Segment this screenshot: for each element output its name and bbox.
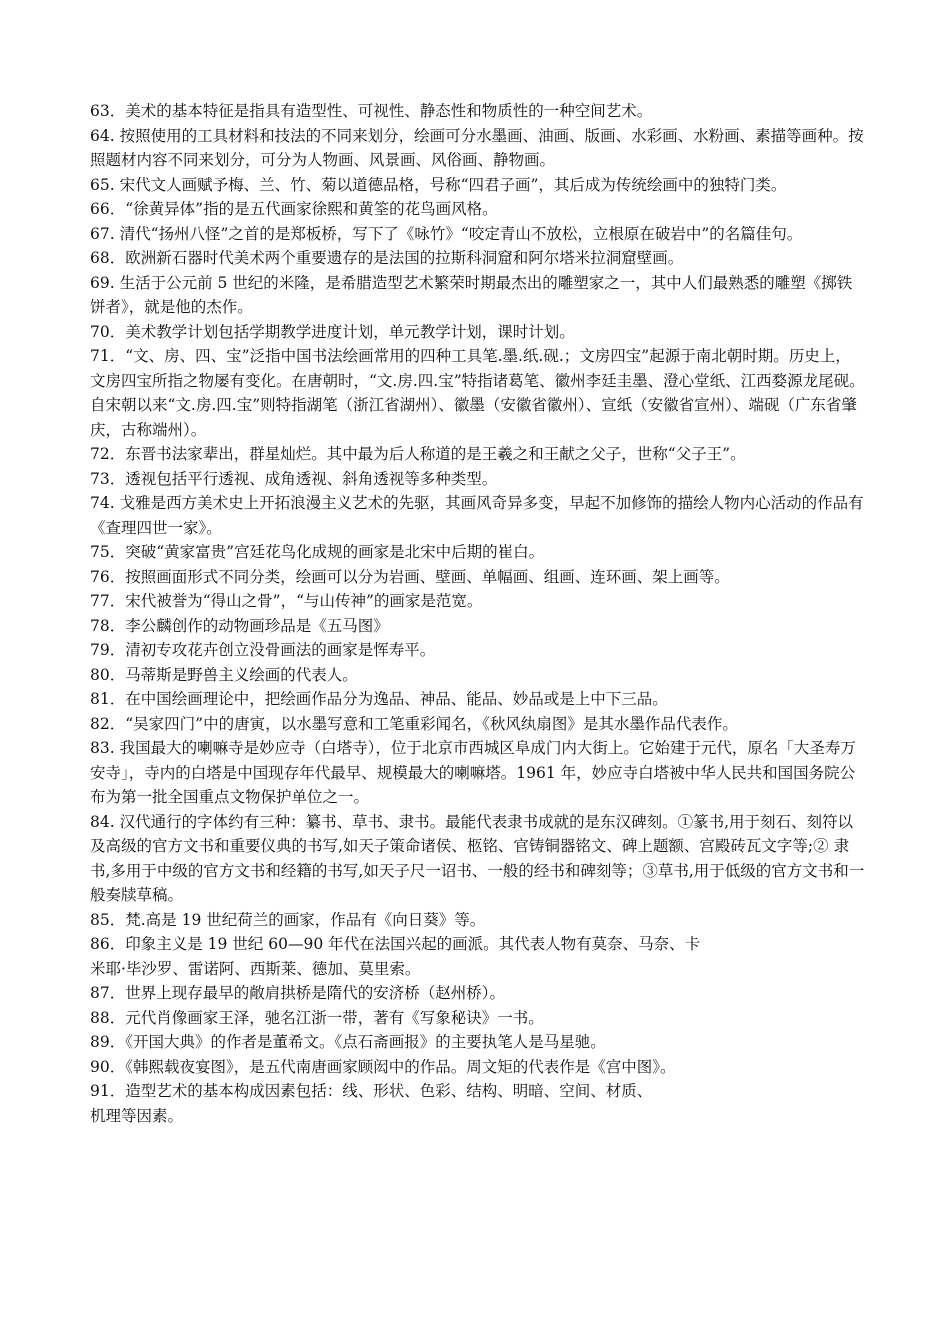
list-item-89: 89．《开国大典》的作者是董希文。《点石斋画报》的主要执笔人是马星驰。 (90, 1033, 606, 1051)
list-item-64: 64. 按照使用的工具材料和技法的不同来划分，绘画可分水墨画、油画、版画、水彩画、水粉画、素描等画种。按照题材内容不同来划分，可分为人物画、风景画、风俗画、静物画。 (90, 126, 864, 169)
list-item-81: 81．在中国绘画理论中，把绘画作品分为逸品、神品、能品、妙品或是上中下三品。 (90, 690, 668, 708)
list-item-90: 90．《韩熙载夜宴图》，是五代南唐画家顾闳中的作品。周文矩的代表作是《宫中图》。 (90, 1057, 676, 1076)
list-item-72: 72．东晋书法家辈出，群星灿烂。其中最为后人称道的是王羲之和王献之父子，世称“父子王”。 (90, 445, 746, 463)
list-item-91: 91．造型艺术的基本构成因素包括：线、形状、色彩、结构、明暗、空间、材质、 (90, 1082, 653, 1100)
list-item-65: 65. 宋代文人画赋予梅、兰、竹、菊以道德品格，号称“四君子画”，其后成为传统绘画中的独特门类。 (90, 175, 787, 194)
list-item-69: 69. 生活于公元前 5 世纪的米隆，是希腊造型艺术繁荣时期最杰出的雕塑家之一，其中人们最熟悉的雕塑《掷铁饼者》，就是他的杰作。 (90, 273, 853, 316)
list-item-74: 74. 戈雅是西方美术史上开拓浪漫主义艺术的先驱，其画风奇异多变，早起不加修饰的描绘人物内心活动的作品有《查理四世一家》。 (90, 494, 864, 537)
list-item-85: 85．梵.高是 19 世纪荷兰的画家，作品有《向日葵》等。 (90, 910, 486, 929)
list-item-82: 82．“吴家四门”中的唐寅，以水墨写意和工笔重彩闻名，《秋风纨扇图》是其水墨作品代表作。 (90, 714, 738, 733)
list-item-76: 76．按照画面形式不同分类，绘画可以分为岩画、壁画、单幅画、组画、连环画、架上画等。 (90, 567, 730, 586)
list-item-80: 80．马蒂斯是野兽主义绘画的代表人。 (90, 665, 358, 684)
document-page (90, 99, 865, 1128)
list-item-87: 87．世界上现存最早的敞肩拱桥是隋代的安济桥（赵州桥）。 (90, 984, 505, 1002)
list-item-86: 86．印象主义是 19 世纪 60—90 年代在法国兴起的画派。其代表人物有莫奈、马奈、卡 (90, 935, 701, 953)
list-item-73: 73．透视包括平行透视、成角透视、斜角透视等多种类型。 (90, 469, 498, 488)
list-item-63: 63．美术的基本特征是指具有造型性、可视性、静态性和物质性的一种空间艺术。 (90, 102, 653, 120)
list-item-66: 66．“徐黄异体”指的是五代画家徐熙和黄筌的花鸟画风格。 (90, 200, 498, 218)
list-item-91-continued: 机理等因素。 (90, 1106, 184, 1125)
list-item-70: 70．美术教学计划包括学期教学进度计划，单元教学计划，课时计划。 (90, 322, 575, 341)
list-item-71: 71．“文、房、四、宝”泛指中国书法绘画常用的四种工具笔.墨.纸.砚.；文房四宝”起源于南北朝时期。历史上，文房四宝所指之物屡有变化。在唐朝时，“文.房.四.宝”特指诸葛笔、徽州李廷圭墨、澄心堂纸、江西婺源龙尾砚。自宋朝以来“文.房.四.宝”则特指湖笔（浙江省湖州）、徽墨（安徽省徽州）、宣纸（安徽省宣州）、端砚（广东省肇庆，古称端州）。 (90, 347, 865, 439)
list-item-77: 77．宋代被誉为“得山之骨”，“与山传神”的画家是范宽。 (90, 592, 483, 610)
list-item-83: 83. 我国最大的喇嘛寺是妙应寺（白塔寺），位于北京市西城区阜成门内大街上。它始建于元代，原名「大圣寿万安寺」，寺内的白塔是中国现存年代最早、规模最大的喇嘛塔。1961 年，妙应寺白塔被中华人民共和国国务院公布为第一批全国重点文物保护单位之一。 (90, 739, 856, 806)
list-item-68: 68．欧洲新石器时代美术两个重要遗存的是法国的拉斯科洞窟和阿尔塔米拉洞窟壁画。 (90, 249, 684, 267)
list-item-86-continued: 米耶·毕沙罗、雷诺阿、西斯莱、德加、莫里索。 (90, 959, 421, 978)
list-item-88: 88．元代肖像画家王泽，驰名江浙一带，著有《写象秘诀》一书。 (90, 1008, 544, 1027)
list-item-84: 84. 汉代通行的字体约有三种：纂书、草书、隶书。最能代表隶书成就的是东汉碑刻。①篆书,用于刻石、刻符以及高级的官方文书和重要仪典的书写,如天子策命诸侯、柩铭、官铸铜器铭文、碑上题额、宫殿砖瓦文字等;② 隶书,多用于中级的官方文书和经籍的书写,如天子尺一诏书、一般的经书和碑刻等；③草书,用于低级的官方文书和一般奏牍草稿。 (90, 812, 865, 904)
list-item-78: 78．李公麟创作的动物画珍品是《五马图》 (90, 616, 389, 635)
list-item-67: 67. 清代“扬州八怪”之首的是郑板桥，写下了《咏竹》“咬定青山不放松，立根原在破岩中”的名篇佳句。 (90, 224, 803, 243)
list-item-75: 75．突破“黄家富贵”宫廷花鸟化成规的画家是北宋中后期的崔白。 (90, 543, 545, 561)
list-item-79: 79．清初专攻花卉创立没骨画法的画家是恽寿平。 (90, 641, 436, 659)
